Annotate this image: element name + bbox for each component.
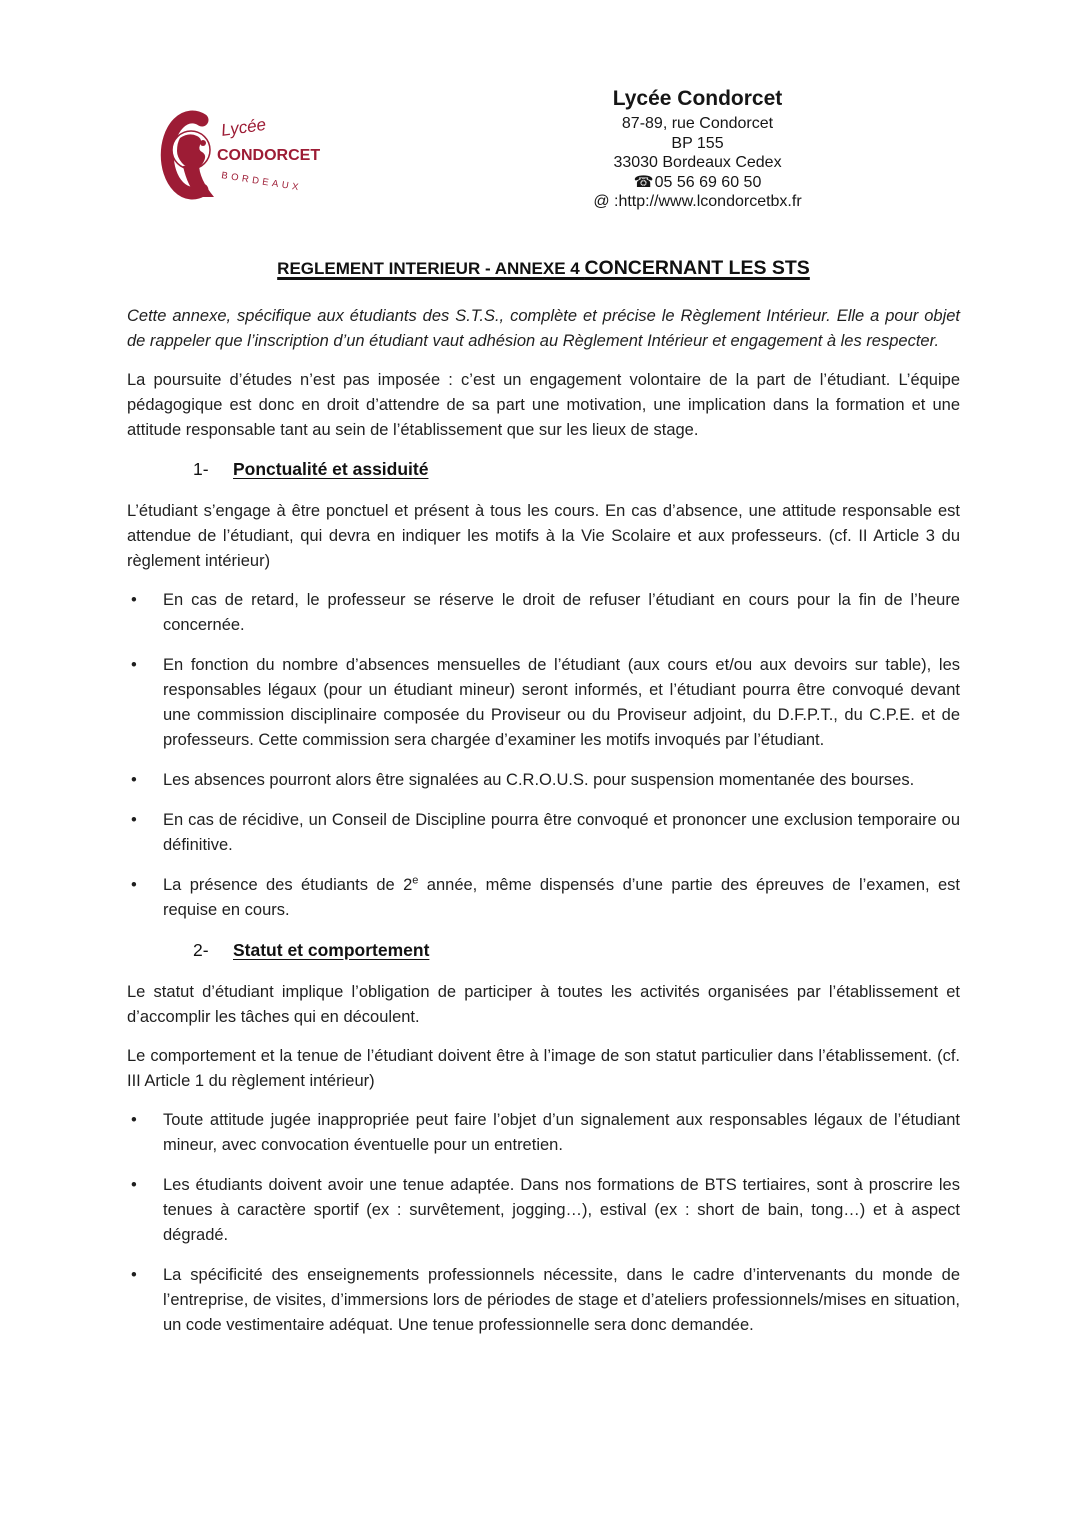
document-title <box>127 250 960 282</box>
section-2-bullet-list <box>127 1108 960 1338</box>
title-part-2: CONCERNANT LES STS <box>584 257 810 279</box>
section-1-number: 1- <box>193 459 209 479</box>
intro-paragraph: La poursuite d’études n’est pas imposée : c’est un engagement volontaire de la part de l’étudiant. L’équipe pédagogique est donc en droit d’attendre de sa part une motivation, une implication dans la formation et une attitude responsable tant au sein de l’établissement que sur les lieux de stage. <box>127 371 960 439</box>
globe-island-icon <box>200 140 206 146</box>
section-2-heading <box>127 938 960 963</box>
list-item <box>127 768 960 793</box>
address-line-2: BP 155 <box>671 134 724 152</box>
superscript-e: e <box>412 874 419 887</box>
bullet-text: En cas de retard, le professeur se réserve le droit de refuser l’étudiant en cours pour la fin de l’heure concernée. <box>163 591 960 634</box>
list-item <box>127 873 960 923</box>
list-item <box>127 1108 960 1158</box>
bullet-text: Les étudiants doivent avoir une tenue adaptée. Dans nos formations de BTS tertiaires, sont à proscrire les tenues à caractère sportif (ex : survêtement, jogging…), estival (ex : short de bain, tong…) et à aspect dégradé. <box>163 1176 960 1244</box>
section-2-number: 2- <box>193 940 209 960</box>
section-2-title: Statut et comportement <box>233 940 430 960</box>
section-2-paragraph-2: Le comportement et la tenue de l’étudiant doivent être à l’image de son statut particulier dans l’établissement. (cf. III Article 1 du règlement intérieur) <box>127 1047 960 1090</box>
section-1-bullet-list <box>127 588 960 923</box>
annex-note-paragraph: Cette annexe, spécifique aux étudiants des S.T.S., complète et précise le Règlement Intérieur. Elle a pour objet de rappeler que l’inscription d’un étudiant vaut adhésion au Règlement Intérieur et engagement à les respecter. <box>127 307 960 350</box>
address-line-3: 33030 Bordeaux Cedex <box>613 154 782 171</box>
website-line: @ :http://www.lcondorcetbx.fr <box>593 193 802 210</box>
section-1-title: Ponctualité et assiduité <box>233 459 429 479</box>
phone-line <box>530 173 865 193</box>
school-logo <box>158 108 358 203</box>
section-1-heading <box>127 457 960 482</box>
bullet-text: Toute attitude jugée inappropriée peut faire l’objet d’un signalement aux responsables légaux de l’étudiant mineur, avec convocation éventuelle pour un entretien. <box>163 1111 960 1154</box>
logo-script-text: Lycée <box>219 114 268 140</box>
address-line-1: 87-89, rue Condorcet <box>621 115 774 132</box>
list-item <box>127 1173 960 1248</box>
telephone-icon: ☎ <box>633 173 654 191</box>
bullet-text: En fonction du nombre d’absences mensuelles de l’étudiant (aux cours et/ou aux devoirs sur table), les responsables légaux (pour un étudiant mineur) seront informés, et l’étudiant pourra être convoqué devant une commission disciplinaire composée du Proviseur ou du Proviseur adjoint, du D.F.P.T., du C.P.E. et de professeurs. Cette commission sera chargée d’examiner les motifs invoqués par l’étudiant. <box>163 656 960 749</box>
title-part-1: REGLEMENT INTERIEUR - ANNEXE 4 <box>277 259 585 278</box>
section-2-paragraph-1: Le statut d’étudiant implique l’obligation de participer à toutes les activités organisées par l’établissement et d’accomplir les tâches qui en découlent. <box>127 983 960 1026</box>
school-name: Lycée Condorcet <box>612 87 783 110</box>
phone-number: 05 56 69 60 50 <box>654 173 762 191</box>
bullet-text: En cas de récidive, un Conseil de Discipline pourra être convoqué et prononcer une exclusion temporaire ou définitive. <box>163 811 960 854</box>
logo-name-text: CONDORCET <box>217 147 321 164</box>
list-item <box>127 1263 960 1338</box>
list-item <box>127 588 960 638</box>
logo-city-text: BORDEAUX <box>220 170 303 194</box>
school-header <box>530 86 865 212</box>
document-body <box>127 250 960 1353</box>
list-item <box>127 808 960 858</box>
bullet-text: année, même dispensés d’une partie des épreuves de l’examen, est requise en cours. <box>163 876 960 919</box>
section-1-paragraph: L’étudiant s’engage à être ponctuel et présent à tous les cours. En cas d’absence, une attitude responsable est attendue de l’étudiant, qui devra en indiquer les motifs à la Vie Scolaire et aux professeurs. (cf. II Article 3 du règlement intérieur) <box>127 502 960 570</box>
bullet-text: La présence des étudiants de 2 <box>163 876 413 894</box>
bullet-text: Les absences pourront alors être signalées au C.R.O.U.S. pour suspension momentanée des bourses. <box>163 771 915 789</box>
list-item <box>127 653 960 753</box>
bullet-text: La spécificité des enseignements professionnels nécessite, dans le cadre d’intervenants du monde de l’entreprise, de visites, d’immersions lors de périodes de stage et d’ateliers professionnels/mises en situation, un code vestimentaire adéquat. Une tenue professionnelle sera donc demandée. <box>163 1266 960 1334</box>
